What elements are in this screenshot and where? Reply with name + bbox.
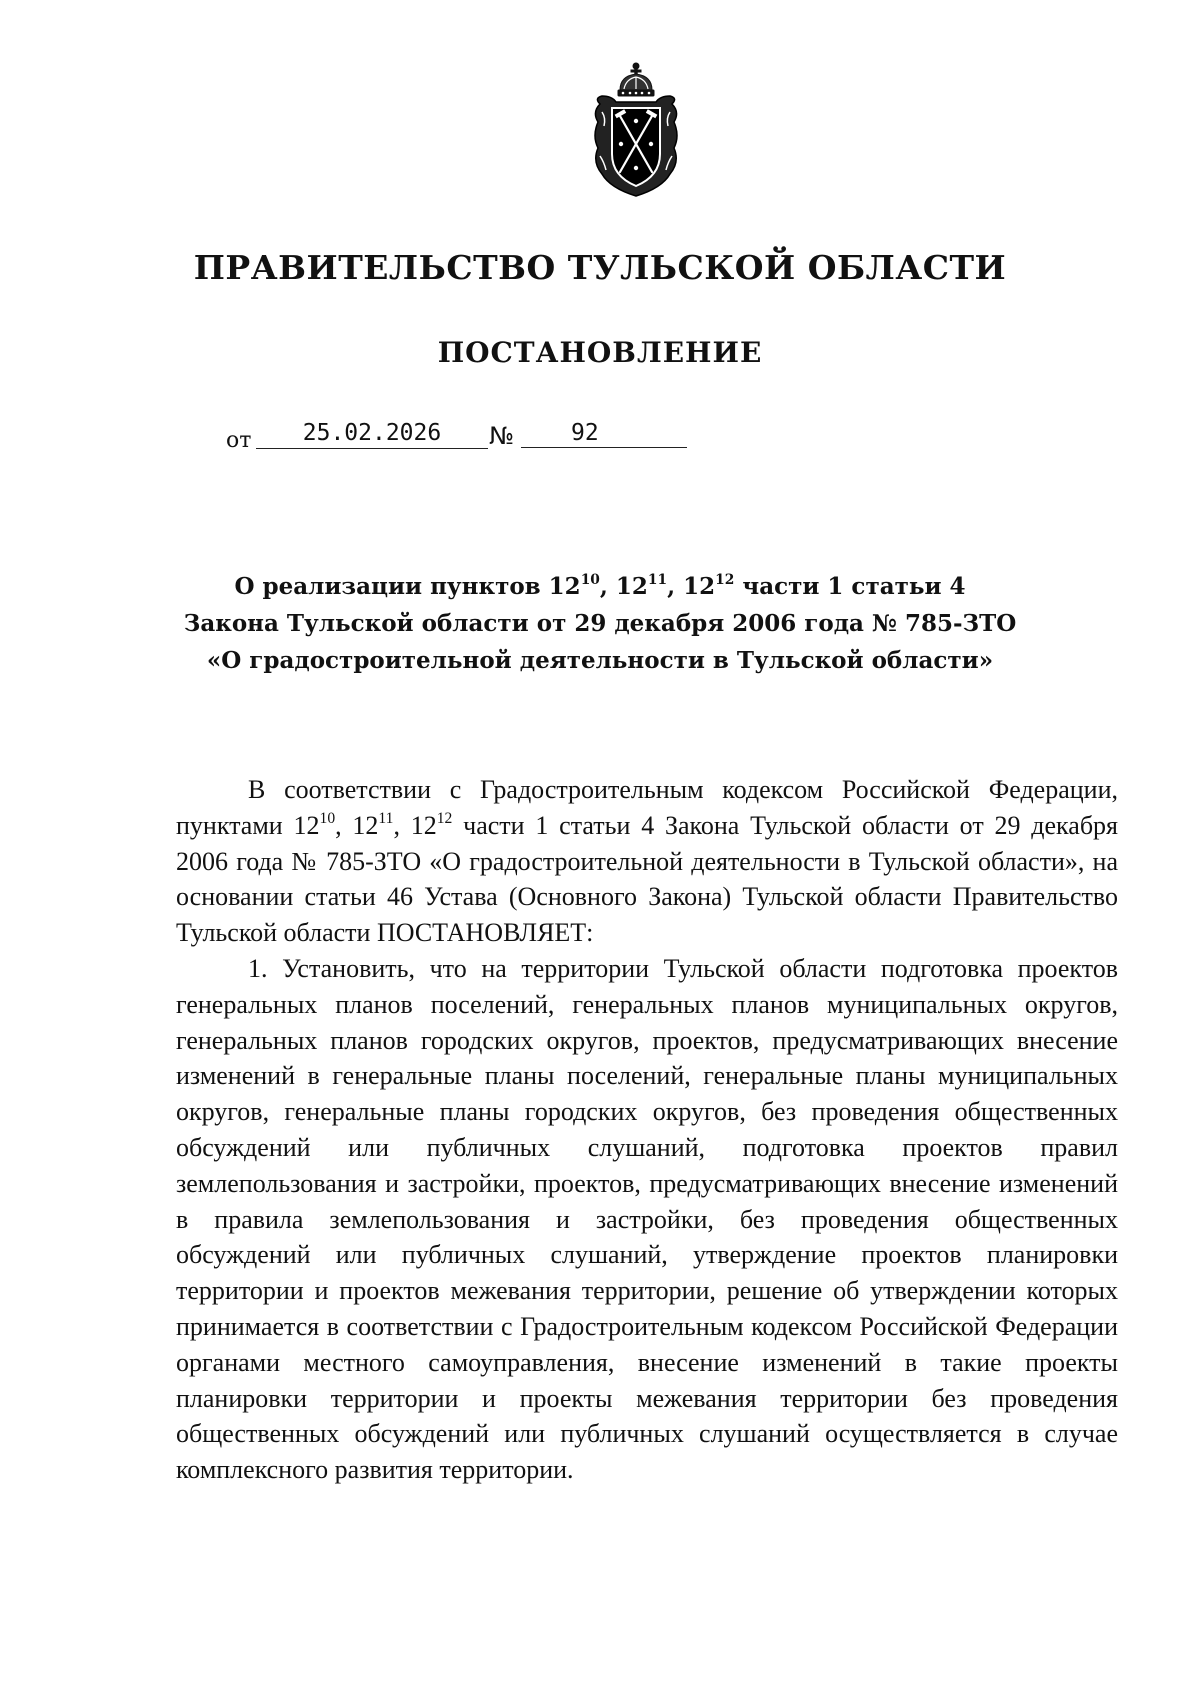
body-text: В соответствии с Градостроительным кодексом Российской Федерации, пунктами 12 xyxy=(176,775,1118,840)
subject-line-3: «О градостроительной деятельности в Тульской области» xyxy=(206,647,994,674)
date-label: от xyxy=(226,428,252,453)
superscript: 12 xyxy=(436,809,453,827)
document-number: 92 xyxy=(521,420,687,448)
superscript: 12 xyxy=(715,571,735,588)
document-type: ПОСТАНОВЛЕНИЕ xyxy=(437,336,763,369)
superscript: 10 xyxy=(319,809,336,827)
subject-text: , 12 xyxy=(667,573,716,600)
government-title: ПРАВИТЕЛЬСТВО ТУЛЬСКОЙ ОБЛАСТИ xyxy=(193,248,1007,287)
subject-text: О реализации пунктов 12 xyxy=(234,573,581,600)
registration-line xyxy=(226,420,726,456)
body-text: части 1 статьи 4 Закона Тульской области от 29 декабря 2006 года № 785-ЗТО «О градостроительной деятельности в Тульской области», на основании статьи 46 Устава (Основного Закона) Тульской области Правительство Тульской области ПОСТАНОВЛЯЕТ: xyxy=(176,810,1119,948)
subject-text: , 12 xyxy=(599,573,648,600)
body-text: , 12 xyxy=(393,810,437,840)
superscript: 11 xyxy=(378,809,394,827)
superscript: 11 xyxy=(647,571,668,588)
body-paragraph-1: 1. Установить, что на территории Тульской области подготовка проектов генеральных планов поселений, генеральных планов муниципальных округов, генеральных планов городских округов, проектов, предусматривающих внесение изменений в генеральные планы поселений, генеральные планы муниципальных округов, генеральные планы городских округов, без проведения общественных обсуждений или публичных слушаний, подготовка проектов правил землепользования и застройки, проектов, предусматривающих внесение изменений в правила землепользования и застройки, без проведения общественных обсуждений или публичных слушаний, утверждение проектов планировки территории и проектов межевания территории, решение об утверждении которых принимается в соответствии с Градостроительным кодексом Российской Федерации органами местного самоуправления, внесение изменений в такие проекты планировки территории и проекты межевания территории без проведения общественных обсуждений или публичных слушаний осуществляется в случае комплексного развития территории. xyxy=(176,953,1118,1485)
number-label: № xyxy=(489,422,514,450)
subject-line-1 xyxy=(150,568,1050,605)
document-subject xyxy=(150,568,1050,679)
body-text: , 12 xyxy=(335,810,379,840)
document-body xyxy=(176,772,1118,1488)
subject-text: части 1 статьи 4 xyxy=(734,573,966,600)
body-paragraph-preamble xyxy=(176,772,1118,951)
document-date: 25.02.2026 xyxy=(256,420,488,449)
subject-line-2: Закона Тульской области от 29 декабря 2006 года № 785-ЗТО xyxy=(183,610,1017,637)
tula-coat-of-arms-icon xyxy=(590,62,682,200)
superscript: 10 xyxy=(580,571,600,588)
